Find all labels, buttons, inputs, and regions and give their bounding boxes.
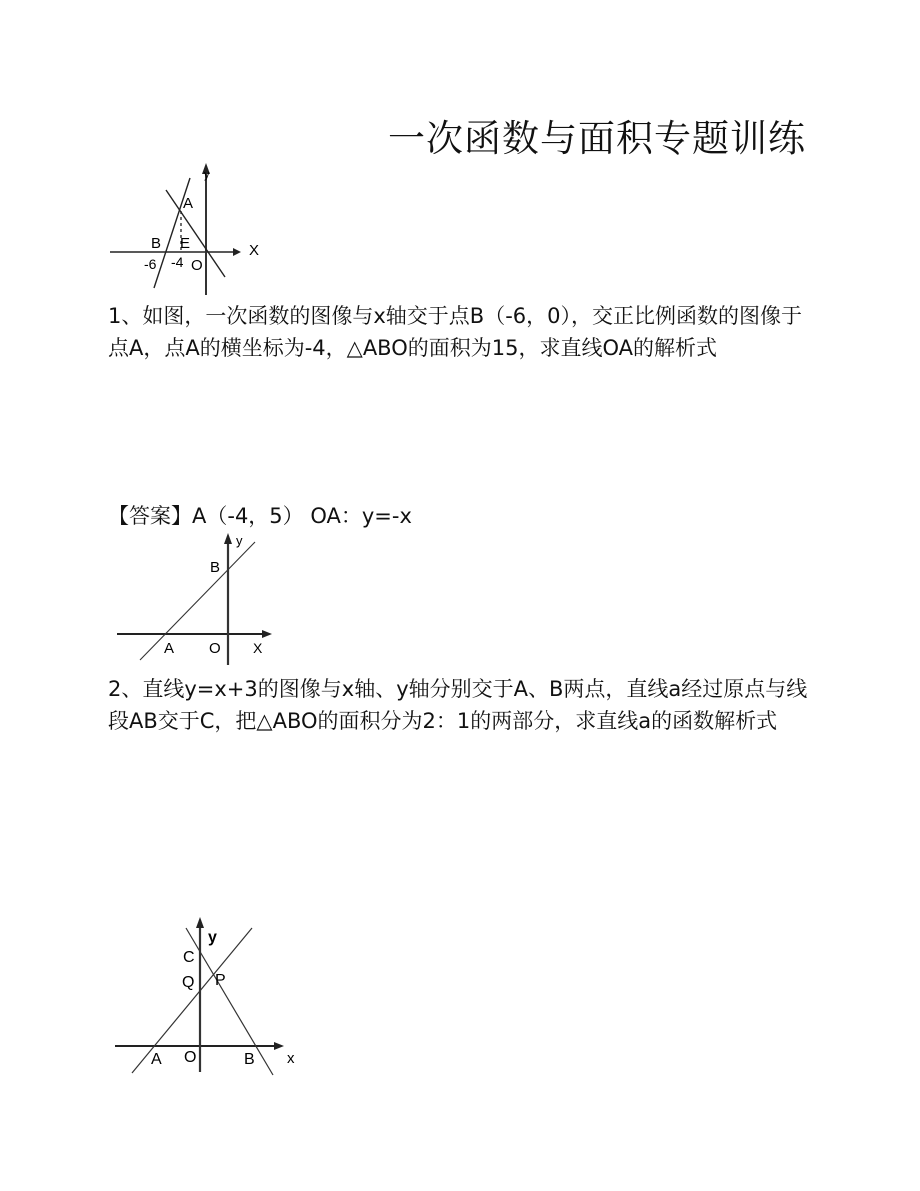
svg-text:-6: -6 (144, 256, 157, 272)
question-1-text: 1、如图，一次函数的图像与x轴交于点B（-6，0），交正比例函数的图像于点A，点A的横坐标为-4，△ABO的面积为15，求直线OA的解析式 (108, 304, 802, 360)
svg-text:X: X (253, 640, 263, 656)
svg-text:A: A (151, 1051, 162, 1068)
svg-text:Q: Q (182, 974, 195, 991)
svg-text:C: C (183, 949, 195, 966)
svg-text:B: B (244, 1051, 255, 1068)
svg-text:B: B (210, 559, 221, 576)
figure-2-graph (110, 530, 280, 670)
svg-text:O: O (209, 640, 221, 657)
figure-3-graph (110, 910, 310, 1080)
svg-text:y: y (236, 533, 243, 548)
svg-text:x: x (287, 1050, 295, 1067)
svg-text:X: X (249, 242, 260, 259)
question-2-text: 2、直线y=x+3的图像与x轴、y轴分别交于A、B两点，直线a经过原点与线段AB交于C，把△ABO的面积分为2：1的两部分，求直线a的函数解析式 (108, 677, 808, 733)
svg-text:A: A (183, 195, 194, 212)
svg-text:A: A (164, 640, 175, 657)
svg-text:-4: -4 (171, 254, 184, 270)
page-title: 一次函数与面积专题训练 (388, 117, 806, 160)
svg-text:O: O (184, 1049, 197, 1066)
svg-text:E: E (180, 235, 191, 252)
svg-text:O: O (191, 257, 203, 274)
svg-text:P: P (215, 972, 226, 989)
fig1-label-y: y (204, 169, 210, 181)
figure-1-graph (105, 160, 270, 300)
svg-text:B: B (151, 235, 162, 252)
answer-1: 【答案】A（-4，5） OA：y=-x (108, 504, 412, 528)
svg-text:y: y (208, 929, 217, 946)
